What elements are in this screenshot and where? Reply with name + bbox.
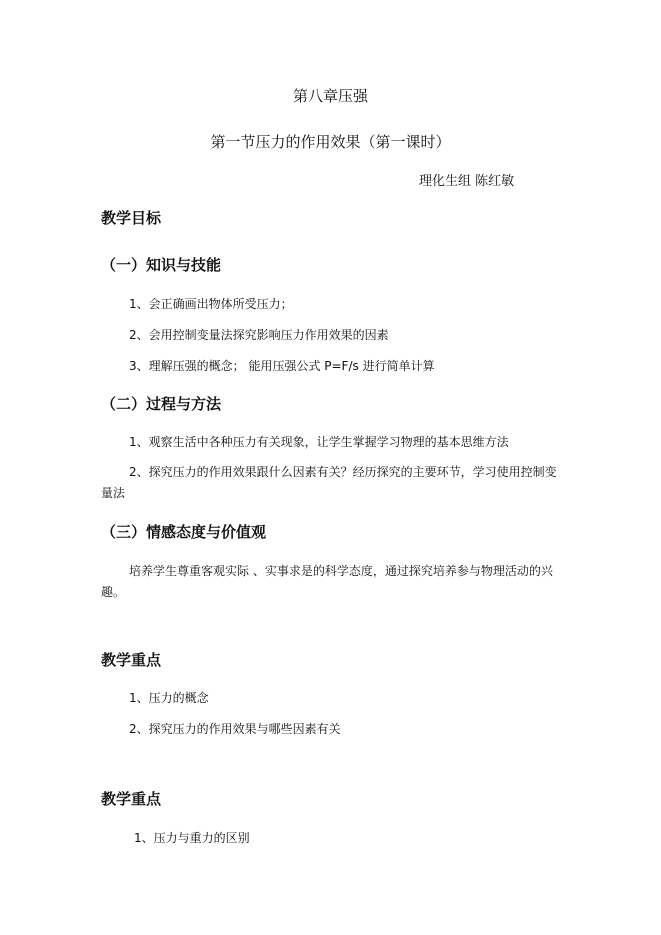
- process-item-2: 2、探究压力的作用效果跟什么因素有关？经历探究的主要环节，学习使用控制变量法: [101, 465, 557, 500]
- process-heading: （二）过程与方法: [101, 395, 222, 413]
- emotion-heading: （三）情感态度与价值观: [101, 523, 267, 541]
- key-points-2-heading: 教学重点: [101, 790, 162, 808]
- knowledge-item-2: 2、会用控制变量法探究影响压力作用效果的因素: [129, 328, 389, 342]
- section-title: 第一节压力的作用效果（第一课时）: [210, 133, 451, 151]
- key-point-2-item-1: 1、压力与重力的区别: [134, 831, 250, 845]
- knowledge-item-1: 1、会正确画出物体所受压力；: [129, 297, 293, 311]
- chapter-title: 第八章压强: [292, 87, 368, 105]
- emotion-paragraph: 培养学生尊重客观实际 、实事求是的科学态度，通过探究培养参与物理活动的兴趣。: [101, 564, 553, 599]
- knowledge-heading: （一）知识与技能: [101, 256, 222, 274]
- author-line: 理化生组 陈红敏: [419, 174, 515, 189]
- process-item-1: 1、观察生活中各种压力有关现象，让学生掌握学习物理的基本思维方法: [129, 435, 509, 449]
- key-point-item-1: 1、压力的概念: [129, 691, 209, 705]
- key-point-item-2: 2、探究压力的作用效果与哪些因素有关: [129, 722, 341, 736]
- knowledge-item-3: 3、理解压强的概念； 能用压强公式 P=F/s 进行简单计算: [129, 359, 435, 373]
- key-points-heading: 教学重点: [101, 651, 162, 669]
- objectives-heading: 教学目标: [101, 209, 162, 227]
